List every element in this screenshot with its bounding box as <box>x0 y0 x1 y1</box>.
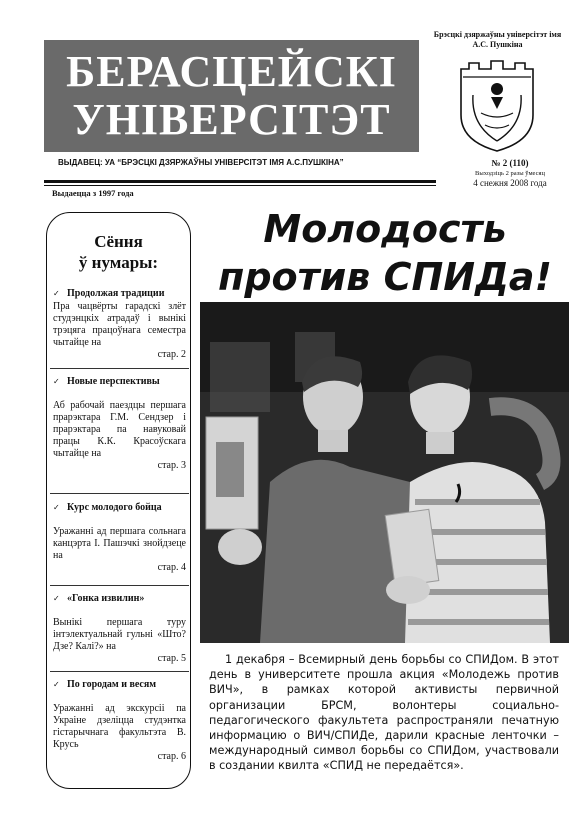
toc-divider <box>50 585 189 586</box>
issue-number: № 2 (110) <box>491 158 529 168</box>
issue-date: 4 снежня 2008 года <box>473 178 547 188</box>
toc-divider <box>50 368 189 369</box>
toc-heading <box>47 231 190 273</box>
toc-item-title: Курс молодого бойца <box>67 502 162 513</box>
header-rule-thin <box>44 185 436 186</box>
headline <box>200 200 570 300</box>
toc-item-text: Вынікі першага туру інтэлектуальнай гульні «Што? Дзе? Калі?» на <box>53 617 186 652</box>
toc-item-text: Уражанні ад экскурсіі па Украіне дзеліцца студэнтка гістарычнага факультэта В. Крусь <box>53 703 186 750</box>
event-photo <box>200 302 569 643</box>
masthead-title-line2: УНІВЕРСІТЭТ <box>72 95 391 144</box>
check-icon: ✓ <box>53 377 60 386</box>
toc-item-text: Аб рабочай паездцы першага прарэктара Г.М. Сендзер і прарэктара па навуковай працы К.К. Красоўскага чытайце на <box>53 400 186 459</box>
toc-item-title: Продолжая традиции <box>67 288 165 299</box>
toc-item[interactable] <box>53 288 186 361</box>
issue-frequency: Выходзіць 2 разы ўмесяц <box>475 170 545 177</box>
check-icon: ✓ <box>53 680 60 689</box>
toc-item-page: стар. 4 <box>157 562 186 573</box>
toc-item-title: Новые перспективы <box>67 376 160 387</box>
toc-box <box>46 212 191 789</box>
toc-item-text: Пра чацвёрты гарадскі злёт студэнцкіх атрадаў і вынікі трэцяга працоўнага семестра чытайце на <box>53 301 186 348</box>
toc-item-page: стар. 2 <box>157 349 186 360</box>
headline-line2: против СПИДа! <box>218 255 552 299</box>
toc-item[interactable] <box>53 679 186 763</box>
toc-divider <box>50 671 189 672</box>
toc-item-page: стар. 6 <box>157 751 186 762</box>
toc-divider <box>50 493 189 494</box>
check-icon: ✓ <box>53 503 60 512</box>
toc-item-page: стар. 3 <box>157 460 186 471</box>
issue-info <box>448 158 572 188</box>
toc-item-page: стар. 5 <box>157 653 186 664</box>
check-icon: ✓ <box>53 289 60 298</box>
toc-heading-line1: Сёння <box>94 232 143 251</box>
toc-item[interactable] <box>53 502 186 574</box>
toc-item-title: «Гонка извилин» <box>67 593 145 604</box>
toc-heading-line2: ў нумары: <box>78 253 159 272</box>
university-name: Брэсцкі дзяржаўны універсітэт імя А.С. Пушкіна <box>433 30 562 49</box>
article-body <box>209 652 559 774</box>
headline-line1: Молодость <box>263 207 507 251</box>
published-since: Выдаецца з 1997 года <box>52 188 134 198</box>
toc-item-text: Уражанні ад першага сольнага канцэрта І. Пашэчкі знойдзеце на <box>53 526 186 561</box>
masthead-title-line1: БЕРАСЦЕЙСКІ <box>66 47 397 96</box>
toc-item[interactable] <box>53 593 186 665</box>
header-rule <box>44 180 436 183</box>
toc-item[interactable] <box>53 376 186 472</box>
toc-item-title: По городам и весям <box>67 679 157 690</box>
check-icon: ✓ <box>53 594 60 603</box>
masthead <box>44 40 419 152</box>
university-crest-icon <box>451 55 543 153</box>
publisher-line: ВЫДАВЕЦ: УА “БРЭСЦКІ ДЗЯРЖАЎНЫ УНІВЕРСІТЭТ ІМЯ А.С.ПУШКІНА” <box>58 158 344 167</box>
article-paragraph: 1 декабря – Всемирный день борьбы со СПИДом. В этот день в университете прошла акция «Молодежь против ВИЧ», в рамках которой активисты первичной организации БРСМ, волонтеры социально-педагогического факультета распространяли печатную информацию о ВИЧ/СПИДе, дарили красные ленточки – международный символ борьбы со СПИДом, участвовали в создании квилта «СПИД не передаётся». <box>209 653 559 773</box>
